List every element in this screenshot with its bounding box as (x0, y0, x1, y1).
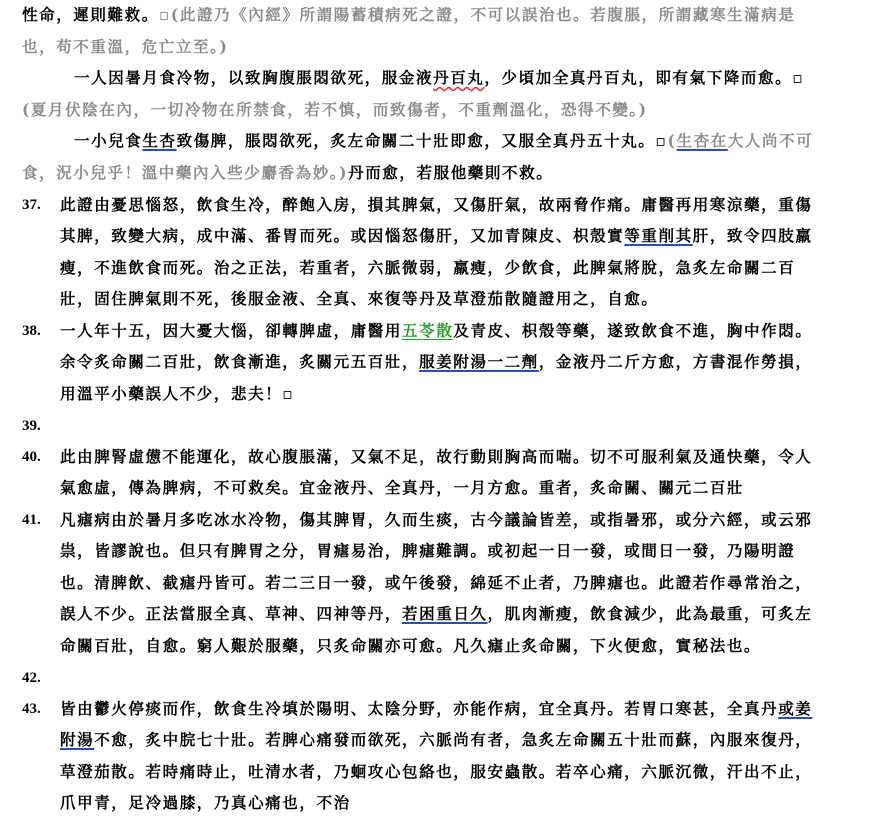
text-line (60, 352, 812, 372)
text-segment: 或姜 (778, 699, 813, 718)
text-segment: 性命，遲則難救。 (22, 5, 159, 24)
text-segment: 也，苟不重溫，危亡立至。) (22, 37, 229, 56)
item-number: 42. (22, 670, 41, 686)
text-segment: ，肌肉漸瘦，飲食減少，此為最重，可炙左 (487, 604, 813, 623)
text-line (60, 195, 812, 215)
text-segment: 氣愈虛，傳為脾病，不可救矣。宜金液丹、全真丹，一月方愈。重者，炙命關、關元二百壯 (60, 478, 745, 497)
text-segment: (夏月伏陰在內，一切冷物在所禁食，若不慎，而致傷者，不重劑溫化，恐得不變。) (22, 100, 648, 119)
text-segment: 生杏在 (676, 131, 728, 150)
text-segment: 用溫平小藥誤人不少，悲夫！▫ (60, 384, 295, 403)
text-segment: 此由脾腎虛憊不能運化，故心腹脹滿，又氣不足，故行動則胸高而喘。切不可服利氣及通快藥，令人 (60, 447, 813, 466)
text-line (74, 131, 813, 151)
text-segment: 丹百丸 (433, 68, 485, 87)
text-segment: 不愈，炙中脘七十壯。若脾心痛發而欲死，六脈尚有者，急炙左命關五十壯而蘇，內服來復丹， (94, 730, 813, 749)
text-segment: 其脾，致變大病，成中滿、番胃而死。或因惱怒傷肝，又加青陳皮、枳殼實 (60, 226, 625, 245)
text-segment: 丹而愈，若服他藥則不救。 (348, 163, 554, 182)
text-segment: ，少頃加全真丹百丸，即有氣下降而愈。▫ (484, 68, 805, 87)
text-segment: 皆由鬱火停痰而作，飲食生冷填於陽明、太陰分野，亦能作病，宜全真丹。若胃口寒甚，全真丹 (60, 699, 779, 718)
text-line (60, 699, 812, 719)
text-line (60, 573, 812, 593)
text-segment: 等重削其 (624, 226, 693, 245)
text-segment: 凡瘧病由於暑月多吃冰水冷物，傷其脾胃，久而生痰，古今議論皆差，或指暑邪，或分六經，或云邪 (60, 510, 813, 529)
text-line (22, 37, 228, 57)
text-segment: 食，況小兒乎！溫中藥內入些少麝香為妙。) (22, 163, 349, 182)
text-line (60, 478, 744, 498)
item-number: 38. (22, 323, 41, 339)
text-line (60, 541, 795, 561)
text-segment: 祟，皆謬說也。但只有脾胃之分，胃瘧易治，脾瘧難調。或初起一日一發，或間日一發，乃陽明證 (60, 541, 796, 560)
text-segment: 一小兒食 (74, 131, 143, 150)
text-segment: 若困重日久 (402, 604, 488, 623)
text-segment: 此證由憂思惱怒，飲食生冷，醉飽入房，損其脾氣，又傷肝氣，故兩脅作痛。庸醫再用寒涼藥，重傷 (60, 195, 813, 214)
text-segment: 誤人不少。正法當服全真、草神、四神等丹， (60, 604, 403, 623)
text-line (60, 730, 812, 750)
text-line (60, 636, 761, 656)
text-line (60, 258, 795, 278)
text-segment: ，金液丹二斤方愈，方書混作勞損， (538, 352, 813, 371)
text-segment: 瘦，不進飲食而死。治之正法，若重者，六脈微弱，羸瘦，少飲食，此脾氣將脫，急炙左命關二百 (60, 258, 796, 277)
text-segment: ( (667, 131, 677, 150)
text-segment: 生杏 (142, 131, 177, 150)
text-segment: 大人尚不可 (727, 131, 814, 150)
text-segment: 服姜附湯一二劑 (419, 352, 539, 371)
item-number: 43. (22, 701, 41, 717)
text-segment: 也。清脾飲、截瘧丹皆可。若二三日一發，或午後發，綿延不止者，乃脾瘧也。此證若作尋常治之， (60, 573, 813, 592)
text-segment: 余令炙命關二百壯，飲食漸進，炙關元五百壯， (60, 352, 420, 371)
text-line (60, 289, 659, 309)
item-number: 37. (22, 197, 41, 213)
text-line (60, 384, 294, 404)
text-segment: 命關百壯，自愈。窮人艱於服藥，只炙命關亦可愈。凡久瘧止炙命關，下火便愈，實秘法也。 (60, 636, 762, 655)
text-line (22, 5, 795, 25)
text-segment: 及青皮、枳殼等藥，遂致飲食不進，胸中作悶。 (453, 321, 813, 340)
text-segment: 附湯 (60, 730, 95, 749)
text-segment: 一人年十五，因大憂大惱，卻轉脾虛，庸醫用 (60, 321, 403, 340)
text-line (60, 762, 812, 782)
item-number: 41. (22, 512, 41, 528)
text-segment: ▫(此證乃《內經》所謂陽蓄積病死之證，不可以誤治也。若腹脹，所謂藏寒生滿病是 (158, 5, 796, 24)
text-line (60, 793, 351, 813)
text-line (22, 100, 648, 120)
item-number: 39. (22, 418, 41, 434)
text-line (74, 68, 804, 88)
text-segment: 肝，致令四肢羸 (692, 226, 813, 245)
text-segment: 五苓散 (402, 321, 454, 340)
text-segment: 爪甲青，足冷過膝，乃真心痛也，不治 (60, 793, 351, 812)
text-segment: 草澄茄散。若時痛時止，吐清水者，乃蛔攻心包絡也，服安蟲散。若卒心痛，六脈沉微，汗出不止， (60, 762, 813, 781)
text-line (22, 163, 553, 183)
text-line (60, 510, 812, 530)
text-line (60, 226, 812, 246)
item-number: 40. (22, 449, 41, 465)
text-line (60, 321, 812, 341)
text-line (60, 447, 812, 467)
text-line (60, 604, 812, 624)
text-segment: 壯，固住脾氣則不死，後服金液、全真、來復等丹及草澄茄散隨證用之，自愈。 (60, 289, 659, 308)
text-segment: 致傷脾，脹悶欲死，炙左命關二十壯即愈，又服全真丹五十丸。▫ (176, 131, 668, 150)
text-segment: 一人因暑月食冷物，以致胸腹脹悶欲死，服金液 (74, 68, 434, 87)
